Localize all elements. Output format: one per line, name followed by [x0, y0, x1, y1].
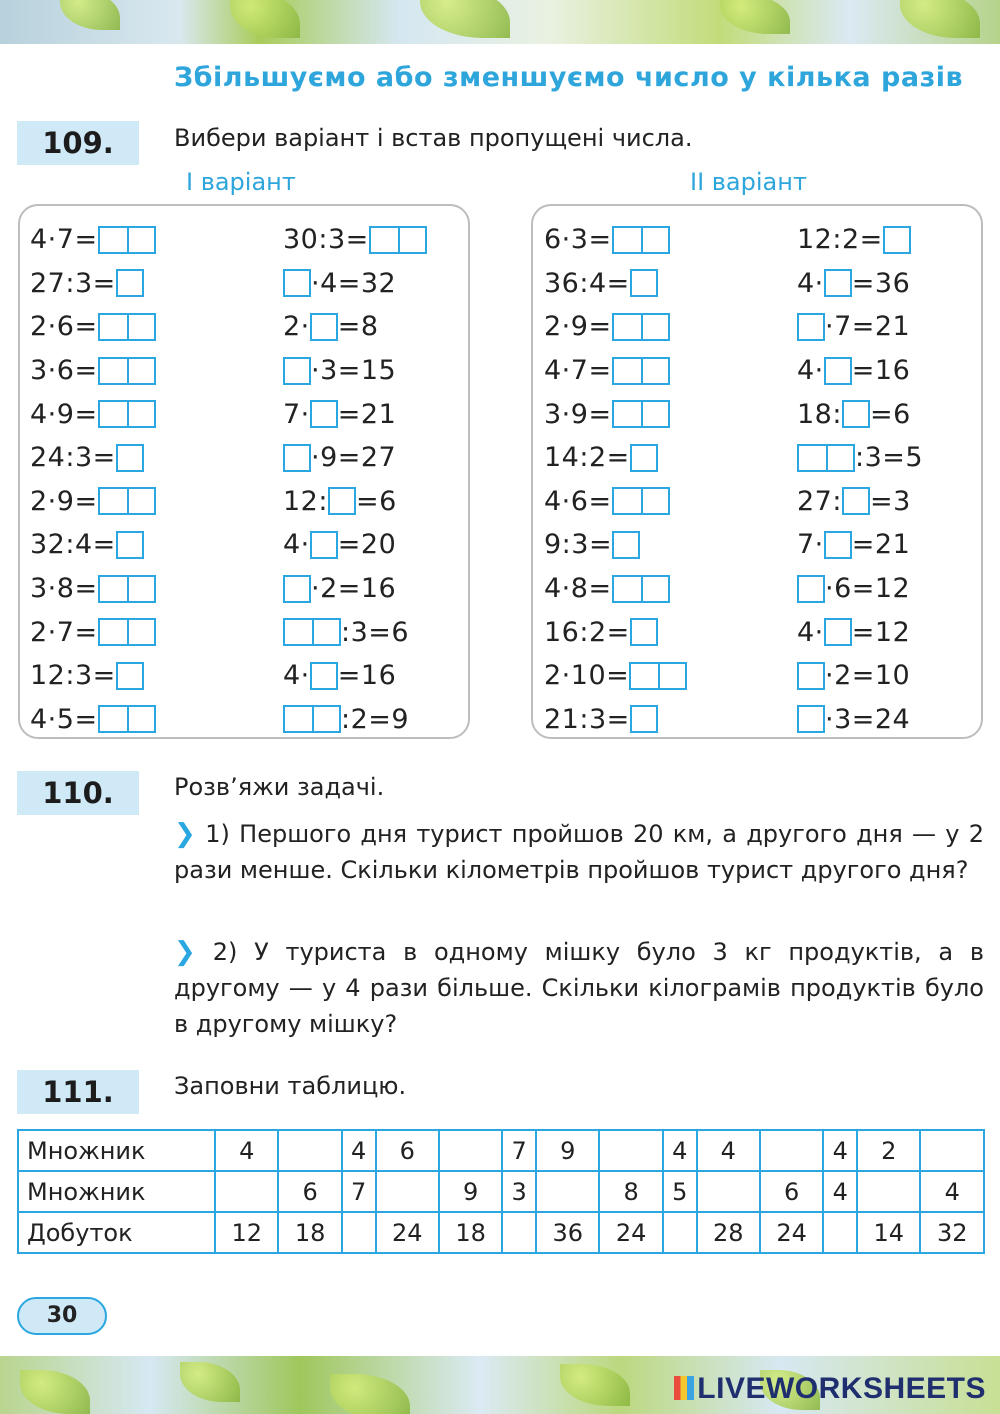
equation-row [283, 305, 427, 349]
table-cell: 12 [215, 1212, 278, 1253]
problem-1 [174, 816, 984, 888]
table-cell: 4 [342, 1130, 376, 1171]
answer-box-two-digit[interactable] [612, 313, 670, 341]
equation-row [30, 262, 156, 306]
table-empty-cell[interactable] [663, 1212, 697, 1253]
table-empty-cell[interactable] [502, 1212, 536, 1253]
brand-text: LIVEWORKSHEETS [697, 1372, 986, 1405]
answer-box-two-digit[interactable] [797, 444, 855, 472]
equation-right-part: ·2=10 [825, 660, 911, 692]
answer-box-one-digit[interactable] [824, 269, 852, 297]
answer-box-one-digit[interactable] [328, 487, 356, 515]
variant-1-right-column [283, 218, 427, 741]
answer-box-one-digit[interactable] [797, 662, 825, 690]
answer-box-two-digit[interactable] [283, 618, 341, 646]
equation-right-part: =36 [851, 267, 911, 299]
table-cell: 18 [439, 1212, 502, 1253]
equation-right-part: ·6=12 [825, 573, 911, 605]
equation-left-part: 4·5= [30, 703, 98, 735]
equation-left-part: 16:2= [544, 616, 630, 648]
equation-left-part: 2·9= [30, 485, 98, 517]
equation-right-part: ·3=24 [825, 703, 911, 735]
problem-2-text: У туриста в одному мішку було 3 кг продуктів, а в другому — у 4 рази більше. Скільки кілограмів продуктів було в другому мішку? [174, 938, 984, 1038]
answer-box-one-digit[interactable] [283, 357, 311, 385]
equation-row [544, 392, 687, 436]
table-cell: 4 [823, 1130, 857, 1171]
equation-left-part: 6·3= [544, 224, 612, 256]
answer-box-two-digit[interactable] [98, 400, 156, 428]
answer-box-one-digit[interactable] [116, 531, 144, 559]
answer-box-two-digit[interactable] [98, 357, 156, 385]
page-title: Збільшуємо або зменшуємо число у кілька разів [174, 62, 964, 93]
equation-row [30, 436, 156, 480]
answer-box-one-digit[interactable] [630, 618, 658, 646]
answer-box-two-digit[interactable] [98, 575, 156, 603]
equation-left-part: 3·8= [30, 573, 98, 605]
table-cell: 7 [342, 1171, 376, 1212]
answer-box-one-digit[interactable] [310, 400, 338, 428]
answer-box-one-digit[interactable] [797, 313, 825, 341]
equation-row [283, 698, 427, 742]
task-110-number: 110. [17, 771, 139, 815]
brand-watermark[interactable] [674, 1372, 986, 1406]
equation-row [797, 392, 923, 436]
equation-row [283, 654, 427, 698]
answer-box-one-digit[interactable] [797, 575, 825, 603]
equation-right-part: ·2=16 [311, 573, 397, 605]
answer-box-two-digit[interactable] [98, 226, 156, 254]
equation-right-part: =20 [337, 529, 397, 561]
equation-row [283, 262, 427, 306]
equation-left-part: 12:2= [797, 224, 883, 256]
equation-row [30, 654, 156, 698]
equation-left-part: 4·9= [30, 398, 98, 430]
equation-left-part: 24:3= [30, 442, 116, 474]
answer-box-two-digit[interactable] [98, 705, 156, 733]
answer-box-one-digit[interactable] [824, 618, 852, 646]
table-cell: 4 [697, 1130, 760, 1171]
equation-row [544, 218, 687, 262]
equation-row [544, 305, 687, 349]
decorative-leaves-banner-top [0, 0, 1000, 44]
task-111-instruction: Заповни таблицю. [174, 1072, 407, 1100]
answer-box-two-digit[interactable] [98, 313, 156, 341]
equation-left-part: 2·9= [544, 311, 612, 343]
equation-right-part: ·7=21 [825, 311, 911, 343]
equation-left-part: 4· [797, 355, 824, 387]
table-cell: 24 [760, 1212, 823, 1253]
table-cell: 9 [536, 1130, 599, 1171]
equation-left-part: 2·7= [30, 616, 98, 648]
equation-left-part: 12:3= [30, 660, 116, 692]
table-row [18, 1171, 984, 1212]
equation-row [30, 698, 156, 742]
equation-row [30, 480, 156, 524]
equation-left-part: 4·6= [544, 485, 612, 517]
equation-left-part: 4· [283, 529, 310, 561]
table-empty-cell[interactable] [857, 1171, 920, 1212]
equation-row [30, 349, 156, 393]
variant-2-panel [531, 204, 983, 739]
table-cell: 9 [439, 1171, 502, 1212]
answer-box-one-digit[interactable] [283, 575, 311, 603]
chevron-right-icon: ❯ [174, 819, 196, 849]
equation-right-part: :2=9 [341, 703, 410, 735]
answer-box-two-digit[interactable] [612, 400, 670, 428]
equation-left-part: 4·7= [544, 355, 612, 387]
table-empty-cell[interactable] [376, 1171, 439, 1212]
problem-2-label: 2) [212, 938, 238, 966]
equation-row [544, 262, 687, 306]
equation-left-part: 7· [283, 398, 310, 430]
equation-row [283, 392, 427, 436]
answer-box-one-digit[interactable] [630, 444, 658, 472]
problem-1-label: 1) [205, 820, 230, 848]
variant-2-left-column [544, 218, 687, 741]
table-cell: 4 [823, 1171, 857, 1212]
equation-row [797, 610, 923, 654]
equation-left-part: 32:4= [30, 529, 116, 561]
answer-box-two-digit[interactable] [612, 357, 670, 385]
equation-row [797, 218, 923, 262]
answer-box-one-digit[interactable] [116, 444, 144, 472]
equation-left-part: 2·10= [544, 660, 630, 692]
equation-row [544, 610, 687, 654]
answer-box-one-digit[interactable] [116, 662, 144, 690]
answer-box-one-digit[interactable] [824, 357, 852, 385]
table-cell: 6 [760, 1171, 823, 1212]
equation-row [544, 567, 687, 611]
table-empty-cell[interactable] [342, 1212, 376, 1253]
equation-row [797, 349, 923, 393]
equation-right-part: ·3=15 [311, 355, 397, 387]
equation-row [283, 610, 427, 654]
equation-right-part: =21 [851, 529, 911, 561]
table-cell: 8 [599, 1171, 662, 1212]
equation-row [30, 610, 156, 654]
answer-box-two-digit[interactable] [612, 487, 670, 515]
equation-left-part: 4· [283, 660, 310, 692]
table-cell: 24 [376, 1212, 439, 1253]
table-cell: 28 [697, 1212, 760, 1253]
equation-left-part: 4·8= [544, 573, 612, 605]
answer-box-one-digit[interactable] [824, 531, 852, 559]
variant-2-right-column [797, 218, 923, 741]
answer-box-one-digit[interactable] [310, 662, 338, 690]
table-cell: 32 [920, 1212, 984, 1253]
equation-right-part: =16 [337, 660, 397, 692]
equation-row [30, 523, 156, 567]
equation-left-part: 4· [797, 267, 824, 299]
answer-box-two-digit[interactable] [369, 226, 427, 254]
problem-1-text: Першого дня турист пройшов 20 км, а другого дня — у 2 рази менше. Скільки кілометрів пройшов турист другого дня? [174, 820, 984, 884]
equation-left-part: 21:3= [544, 703, 630, 735]
table-cell: 2 [857, 1130, 920, 1171]
variant-2-label: II варіант [690, 168, 807, 196]
equation-row [797, 654, 923, 698]
equation-left-part: 14:2= [544, 442, 630, 474]
table-cell: 4 [215, 1130, 278, 1171]
equation-left-part: 2· [283, 311, 310, 343]
equation-right-part: =8 [337, 311, 379, 343]
equation-left-part: 4· [797, 616, 824, 648]
equation-left-part: 9:3= [544, 529, 613, 561]
answer-box-two-digit[interactable] [283, 705, 341, 733]
table-row [18, 1212, 984, 1253]
answer-box-one-digit[interactable] [883, 226, 911, 254]
answer-box-one-digit[interactable] [612, 531, 640, 559]
equation-row [283, 523, 427, 567]
equation-row [797, 567, 923, 611]
equation-row [544, 698, 687, 742]
equation-right-part: =6 [355, 485, 397, 517]
equation-right-part: :3=6 [341, 616, 410, 648]
table-cell: 3 [502, 1171, 536, 1212]
equation-right-part: =21 [337, 398, 397, 430]
equation-right-part: :3=5 [855, 442, 924, 474]
answer-box-one-digit[interactable] [842, 400, 870, 428]
answer-box-one-digit[interactable] [283, 269, 311, 297]
table-cell: 7 [502, 1130, 536, 1171]
equation-row [797, 262, 923, 306]
liveworksheets-logo-icon [674, 1376, 694, 1400]
variant-1-panel [18, 204, 470, 739]
variant-1-left-column [30, 218, 156, 741]
equation-row [283, 567, 427, 611]
equation-right-part: ·9=27 [311, 442, 397, 474]
table-empty-cell[interactable] [920, 1130, 984, 1171]
equation-left-part: 3·6= [30, 355, 98, 387]
table-empty-cell[interactable] [215, 1171, 278, 1212]
table-cell: 6 [278, 1171, 341, 1212]
table-cell: 4 [663, 1130, 697, 1171]
table-cell: 4 [920, 1171, 984, 1212]
equation-row [283, 349, 427, 393]
equation-row [30, 305, 156, 349]
equation-right-part: =16 [851, 355, 911, 387]
table-empty-cell[interactable] [760, 1130, 823, 1171]
answer-box-one-digit[interactable] [842, 487, 870, 515]
answer-box-two-digit[interactable] [98, 618, 156, 646]
equation-row [283, 436, 427, 480]
table-row-header: Добуток [18, 1212, 215, 1253]
equation-left-part: 36:4= [544, 267, 630, 299]
equation-left-part: 4·7= [30, 224, 98, 256]
equation-row [797, 698, 923, 742]
page-number: 30 [17, 1297, 107, 1335]
equation-row [544, 349, 687, 393]
variant-1-label: I варіант [186, 168, 296, 196]
equation-row [544, 436, 687, 480]
table-empty-cell[interactable] [823, 1212, 857, 1253]
equation-right-part: =6 [869, 398, 911, 430]
chevron-right-icon: ❯ [174, 937, 196, 967]
task-109-number: 109. [17, 121, 139, 165]
answer-box-two-digit[interactable] [612, 575, 670, 603]
equation-right-part: ·4=32 [311, 267, 397, 299]
multiplication-table [17, 1129, 985, 1254]
equation-row [30, 392, 156, 436]
task-109-instruction: Вибери варіант і встав пропущені числа. [174, 124, 693, 152]
answer-box-one-digit[interactable] [116, 269, 144, 297]
equation-row [544, 480, 687, 524]
table-row-header: Множник [18, 1130, 215, 1171]
table-empty-cell[interactable] [697, 1171, 760, 1212]
equation-left-part: 12: [283, 485, 328, 517]
equation-row [797, 305, 923, 349]
equation-left-part: 7· [797, 529, 824, 561]
equation-right-part: =3 [869, 485, 911, 517]
table-row-header: Множник [18, 1171, 215, 1212]
table-row [18, 1130, 984, 1171]
task-110-instruction: Розв’яжи задачі. [174, 773, 385, 801]
equation-left-part: 30:3= [283, 224, 369, 256]
equation-row [283, 218, 427, 262]
equation-left-part: 18: [797, 398, 842, 430]
equation-left-part: 27:3= [30, 267, 116, 299]
answer-box-one-digit[interactable] [630, 705, 658, 733]
answer-box-one-digit[interactable] [310, 531, 338, 559]
table-empty-cell[interactable] [599, 1130, 662, 1171]
table-empty-cell[interactable] [278, 1130, 341, 1171]
equation-row [797, 523, 923, 567]
table-cell: 14 [857, 1212, 920, 1253]
table-cell: 5 [663, 1171, 697, 1212]
equation-right-part: =12 [851, 616, 911, 648]
problem-2 [174, 934, 984, 1042]
equation-left-part: 27: [797, 485, 842, 517]
equation-row [283, 480, 427, 524]
table-cell: 6 [376, 1130, 439, 1171]
equation-row [544, 654, 687, 698]
answer-box-one-digit[interactable] [283, 444, 311, 472]
equation-row [797, 480, 923, 524]
table-cell: 24 [599, 1212, 662, 1253]
table-empty-cell[interactable] [536, 1171, 599, 1212]
equation-row [797, 436, 923, 480]
equation-row [30, 567, 156, 611]
answer-box-one-digit[interactable] [630, 269, 658, 297]
answer-box-one-digit[interactable] [310, 313, 338, 341]
table-cell: 18 [278, 1212, 341, 1253]
equation-row [30, 218, 156, 262]
equation-left-part: 2·6= [30, 311, 98, 343]
task-111-number: 111. [17, 1070, 139, 1114]
answer-box-one-digit[interactable] [797, 705, 825, 733]
answer-box-two-digit[interactable] [612, 226, 670, 254]
answer-box-two-digit[interactable] [629, 662, 687, 690]
answer-box-two-digit[interactable] [98, 487, 156, 515]
table-cell: 36 [536, 1212, 599, 1253]
equation-row [544, 523, 687, 567]
table-empty-cell[interactable] [439, 1130, 502, 1171]
equation-left-part: 3·9= [544, 398, 612, 430]
